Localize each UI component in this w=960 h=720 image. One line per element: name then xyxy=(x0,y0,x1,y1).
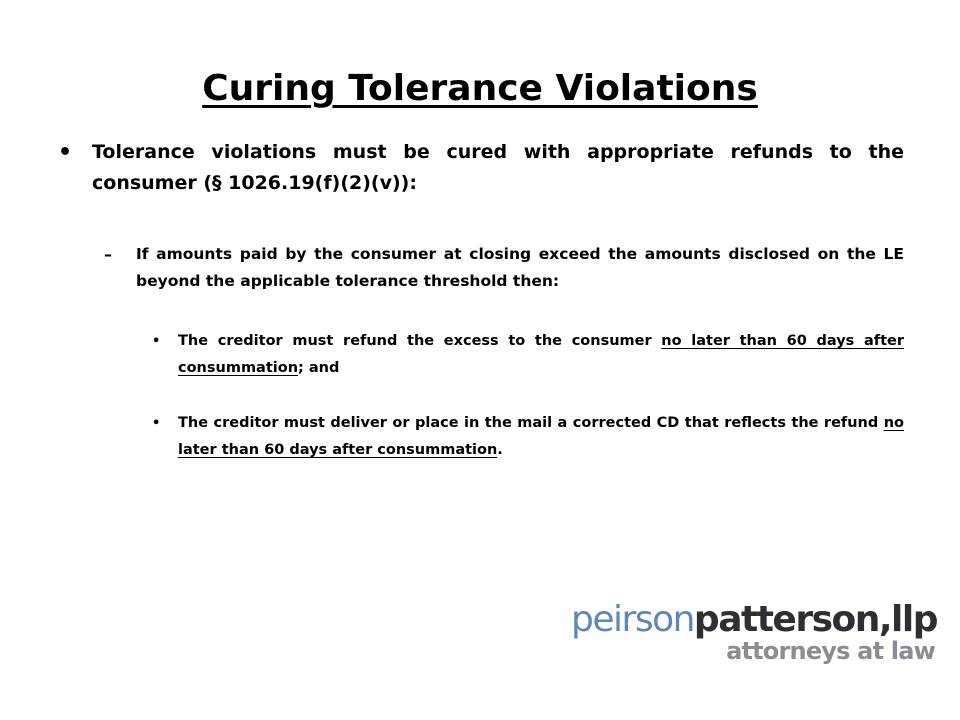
bullet-dot-icon: • xyxy=(152,416,161,431)
bullet-dash-icon: – xyxy=(104,245,112,264)
bullet-level3-refund xyxy=(152,328,904,382)
firm-logo xyxy=(571,598,937,670)
bullet-level1-text: Tolerance violations must be cured with appropriate refunds to the consumer (§ 1026.19(f)(2)(v)): xyxy=(92,141,904,194)
logo-word-llp: ,llp xyxy=(878,599,937,640)
bullet-level3-text xyxy=(178,328,904,382)
bullet-level2 xyxy=(104,241,904,295)
slide-title: Curing Tolerance Violations xyxy=(202,68,758,109)
bullet-dot-icon: • xyxy=(58,140,73,165)
deadline-underlined: no later than 60 days after consummation xyxy=(178,333,904,376)
bullet-level1 xyxy=(58,137,904,199)
deadline-underlined: no later than 60 days after consummation xyxy=(178,415,904,458)
bullet-level2-text: If amounts paid by the consumer at closing exceed the amounts disclosed on the LE beyond the applicable tolerance threshold then: xyxy=(136,245,904,290)
bullet-text-lead: The creditor must deliver or place in the mail a corrected CD that reflects the refund xyxy=(178,415,884,431)
logo-tagline: attorneys at law xyxy=(726,637,935,665)
bullet-level3-text xyxy=(178,410,904,464)
bullet-level3-corrected-cd xyxy=(152,410,904,464)
bullet-text-lead: The creditor must refund the excess to the consumer xyxy=(178,333,662,349)
logo-word-patterson: patterson xyxy=(693,599,879,640)
logo-word-peirson: peirson xyxy=(571,599,694,640)
bullet-text-tail: . xyxy=(497,442,503,458)
bullet-text-tail: ; and xyxy=(298,360,340,376)
bullet-dot-icon: • xyxy=(152,334,161,349)
